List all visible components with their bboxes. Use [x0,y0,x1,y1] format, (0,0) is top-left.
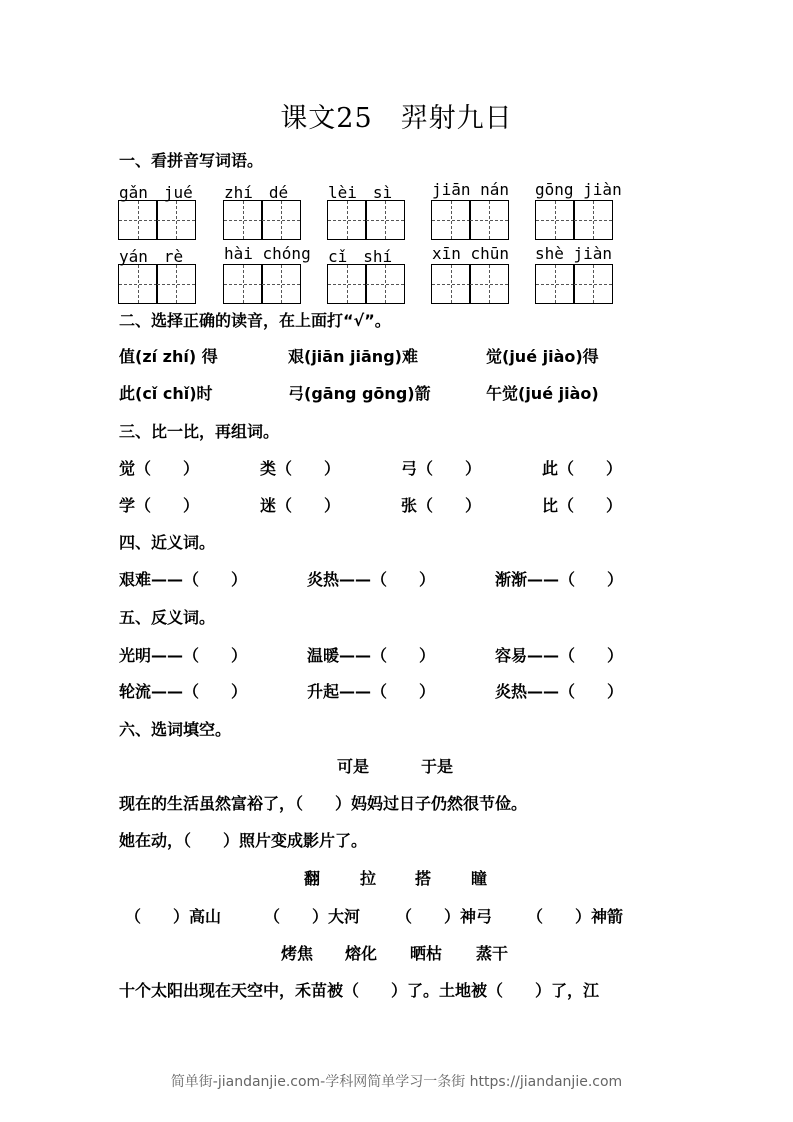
fill-item[interactable]: （ ）大河 [264,907,361,926]
writing-grid[interactable] [118,200,196,240]
compare-item[interactable]: 觉（ ） [119,459,200,478]
pinyin-label: zhí dé [224,183,289,202]
reading-choice[interactable]: 觉(jué jiào)得 [486,347,599,366]
antonym-item[interactable]: 轮流——（ ） [119,682,248,701]
word-choice: 搭 [415,869,432,888]
pinyin-label: lèi sì [328,183,393,202]
compare-item[interactable]: 张（ ） [401,496,482,515]
synonym-item[interactable]: 艰难——（ ） [119,570,248,589]
word-choice: 翻 [304,869,321,888]
antonym-item[interactable]: 光明——（ ） [119,646,248,665]
pinyin-label: jiān nán [432,180,510,199]
reading-choice[interactable]: 此(cǐ chǐ)时 [119,384,213,403]
word-choice: 烤焦 [281,944,314,963]
pinyin-label: cǐ shí [328,247,393,266]
word-choice: 于是 [421,757,454,776]
section-3-heading: 三、比一比，再组词。 [119,422,280,441]
compare-item[interactable]: 迷（ ） [260,496,341,515]
section-4-heading: 四、近义词。 [119,533,216,552]
synonym-item[interactable]: 炎热——（ ） [307,570,436,589]
pinyin-label: shè jiàn [535,244,613,263]
section-2-heading: 二、选择正确的读音，在上面打“√”。 [119,311,391,330]
writing-grid[interactable] [431,264,509,304]
writing-grid[interactable] [535,264,613,304]
page-title: 课文25 羿射九日 [280,103,513,134]
compare-item[interactable]: 此（ ） [542,459,623,478]
pinyin-label: gǎn jué [119,183,193,202]
footer-watermark: 简单街-jiandanjie.com-学科网简单学习一条街 https://jiandanjie.com [170,1074,623,1090]
word-choice: 瞳 [471,869,488,888]
reading-choice[interactable]: 艰(jiān jiāng)难 [288,347,418,366]
section-1-heading: 一、看拼音写词语。 [119,151,264,170]
pinyin-label: xīn chūn [432,244,510,263]
pinyin-label: yán rè [119,247,184,266]
word-choice: 熔化 [345,944,378,963]
writing-grid[interactable] [327,200,405,240]
fill-sentence[interactable]: 她在动，（ ）照片变成影片了。 [119,831,368,850]
antonym-item[interactable]: 容易——（ ） [495,646,624,665]
compare-item[interactable]: 类（ ） [260,459,341,478]
compare-item[interactable]: 学（ ） [119,496,200,515]
antonym-item[interactable]: 升起——（ ） [307,682,436,701]
fill-sentence[interactable]: 现在的生活虽然富裕了，（ ）妈妈过日子仍然很节俭。 [119,794,528,813]
reading-choice[interactable]: 弓(gāng gōng)箭 [288,384,431,403]
word-choice: 蒸干 [476,944,509,963]
reading-choice[interactable]: 午觉(jué jiào) [486,384,599,403]
writing-grid[interactable] [223,264,301,304]
word-choice: 晒枯 [410,944,443,963]
pinyin-label: hài chóng [224,244,311,263]
pinyin-label: gōng jiàn [535,180,622,199]
synonym-item[interactable]: 渐渐——（ ） [495,570,624,589]
writing-grid[interactable] [431,200,509,240]
fill-item[interactable]: （ ）高山 [125,907,222,926]
antonym-item[interactable]: 炎热——（ ） [495,682,624,701]
writing-grid[interactable] [118,264,196,304]
section-6-heading: 六、选词填空。 [119,720,232,739]
antonym-item[interactable]: 温暖——（ ） [307,646,436,665]
reading-choice[interactable]: 值(zí zhí) 得 [119,347,218,366]
compare-item[interactable]: 比（ ） [542,496,623,515]
fill-sentence[interactable]: 十个太阳出现在天空中，禾苗被（ ）了。土地被（ ）了，江 [119,981,600,1000]
writing-grid[interactable] [327,264,405,304]
word-choice: 可是 [337,757,370,776]
compare-item[interactable]: 弓（ ） [401,459,482,478]
word-choice: 拉 [360,869,377,888]
writing-grid[interactable] [223,200,301,240]
writing-grid[interactable] [535,200,613,240]
section-5-heading: 五、反义词。 [119,608,216,627]
fill-item[interactable]: （ ）神箭 [527,907,624,926]
fill-item[interactable]: （ ）神弓 [396,907,493,926]
